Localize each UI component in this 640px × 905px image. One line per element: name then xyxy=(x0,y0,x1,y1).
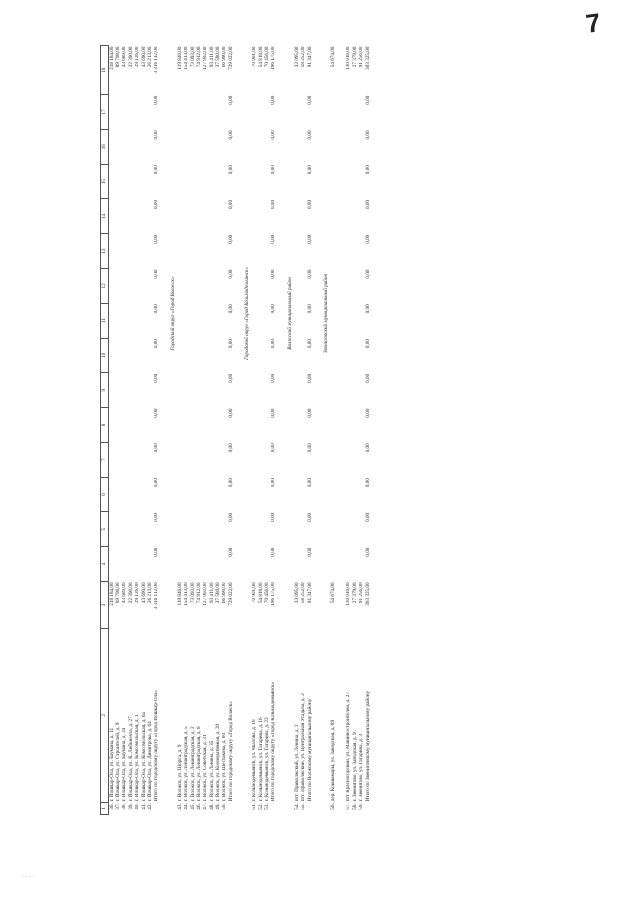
amount-cell: 89 708,00 xyxy=(115,582,121,604)
row-number: 58. xyxy=(352,803,358,810)
address-cell: г. Волжск, ул. Советская, д. 31 xyxy=(202,734,209,802)
amount-cell: 729 022,00 xyxy=(228,582,234,606)
total-amount-cell: 93 411,00 xyxy=(209,46,215,68)
zero-cell: 0,00 xyxy=(153,165,160,175)
budget-table xyxy=(100,45,371,815)
amount-cell: 27 379,00 xyxy=(352,582,358,604)
empty-cell xyxy=(169,628,177,802)
column-header: 17 xyxy=(101,95,109,130)
zero-cell xyxy=(109,547,116,582)
column-header: 14 xyxy=(101,199,109,234)
amount-cell: 54 674,00 xyxy=(330,582,336,604)
zero-cell: 0,00 xyxy=(228,408,234,418)
address-cell: г. Волжск, ул. Шорса, д. 9 xyxy=(177,744,183,802)
zero-cell: 0,00 xyxy=(306,234,313,244)
amount-cell: 26 213,00 xyxy=(147,582,153,604)
row-number: 49. xyxy=(215,803,222,810)
row-number: 46. xyxy=(196,803,202,810)
amount-cell: 218 184,00 xyxy=(108,582,115,606)
zero-cell xyxy=(109,164,116,199)
zero-cell: 0,00 xyxy=(228,199,234,210)
zero-cell: 0,00 xyxy=(306,199,313,210)
amount-cell: 154 413,00 xyxy=(183,582,190,606)
zero-cell xyxy=(109,234,116,269)
zero-cell: 0,00 xyxy=(153,130,160,140)
amount-cell: 303 325,00 xyxy=(364,582,371,606)
total-amount-cell: 127 902,00 xyxy=(202,46,209,70)
amount-cell: 54 818,00 xyxy=(258,582,264,604)
rotated-table-container xyxy=(100,45,540,815)
zero-cell: 0,00 xyxy=(364,95,371,105)
amount-cell: 130 016,00 xyxy=(345,582,352,606)
section-heading: Городской округ «Город Волжск» xyxy=(169,276,176,351)
zero-cell xyxy=(109,338,116,373)
address-cell: г. Волжск, ул. Ленинградская, д. 2 xyxy=(189,726,196,802)
address-cell: г. Волжск, ул. Ленина, д. 35 xyxy=(209,740,215,802)
address-cell: Итого по городскому округу «Город Волжск» xyxy=(228,701,234,802)
amount-cell: 43 690,00 xyxy=(140,582,147,604)
total-amount-cell: 303 325,00 xyxy=(364,46,371,70)
column-header: 15 xyxy=(101,164,109,199)
zero-cell: 0,00 xyxy=(228,339,234,349)
zero-cell: 0,00 xyxy=(306,269,313,279)
zero-cell: 0,00 xyxy=(364,408,371,418)
zero-cell: 0,00 xyxy=(153,304,160,314)
total-amount-cell: 3 316 112,00 xyxy=(153,46,160,74)
address-cell: пгт Красногорский, ул. Машиностроителей, д. 27 xyxy=(345,692,352,802)
zero-cell xyxy=(109,268,116,303)
zero-cell: 0,00 xyxy=(153,269,160,279)
zero-cell: 0,00 xyxy=(228,443,234,453)
zero-cell: 0,00 xyxy=(306,373,313,383)
address-cell: г. Козьмодемьянск, ул. Гагарина, д. 23 xyxy=(264,717,271,802)
row-number: 47. xyxy=(202,803,209,810)
zero-cell: 0,00 xyxy=(364,373,371,383)
spacer-cell xyxy=(313,46,322,815)
total-amount-cell: 119 846,00 xyxy=(177,46,183,70)
zero-cell: 0,00 xyxy=(270,199,277,210)
total-amount-cell: 58 252,00 xyxy=(300,46,307,68)
zero-cell: 0,00 xyxy=(270,269,277,279)
zero-cell: 0,00 xyxy=(364,304,371,314)
address-cell: пгт. Приволжский, ул. Центральная Усадьба, д. 2 xyxy=(300,693,307,802)
zero-cell: 0,00 xyxy=(364,339,371,349)
address-cell: г. Козьмодемьянск, ул. Чкалова, д. 18 xyxy=(251,719,258,802)
page-number: 7 xyxy=(583,7,602,39)
spacer-cell xyxy=(235,46,244,815)
spacer-cell xyxy=(160,46,169,815)
total-amount-cell: 37 580,00 xyxy=(215,46,222,68)
zero-cell: 0,00 xyxy=(364,547,371,557)
zero-cell: 0,00 xyxy=(153,443,160,453)
amount-cell: 37 580,00 xyxy=(215,582,222,604)
section-heading-row xyxy=(286,46,294,815)
zero-cell: 0,00 xyxy=(306,130,313,140)
zero-cell: 0,00 xyxy=(270,234,277,244)
zero-cell: 0,00 xyxy=(270,339,277,349)
address-cell: г. Звенигово, ул. Гагарина, д. 3 xyxy=(358,734,365,802)
row-number: 44. xyxy=(183,803,190,810)
zero-cell xyxy=(109,303,116,338)
table-header xyxy=(101,46,109,815)
empty-cell xyxy=(322,628,330,802)
address-cell: г. Йошкар-Ола, ул. Баумана, д. 11 xyxy=(108,727,115,802)
row-number: 38. xyxy=(121,803,128,810)
column-header: 16 xyxy=(101,129,109,164)
spacer-row xyxy=(235,46,244,815)
column-header: 9 xyxy=(101,373,109,408)
row-number: 52. xyxy=(258,803,264,810)
total-amount-cell: 22 390,00 xyxy=(128,46,134,68)
empty-cell xyxy=(244,581,252,628)
address-cell: г. Йошкар-Ола, ул. Строителей, д. 9 xyxy=(115,722,121,802)
zero-cell: 0,00 xyxy=(153,339,160,349)
spacer-row xyxy=(277,46,286,815)
empty-cell xyxy=(169,802,177,814)
total-amount-cell: 196 175,00 xyxy=(270,46,277,70)
row-number: 53. xyxy=(264,803,271,810)
zero-cell: 0,00 xyxy=(270,547,277,557)
empty-cell xyxy=(286,628,294,802)
zero-cell: 0,00 xyxy=(306,512,313,522)
spacer-cell xyxy=(337,46,346,815)
address-cell: Итого по городскому округу «Город Козьмодемьянск» xyxy=(270,681,277,802)
zero-cell xyxy=(109,512,116,547)
address-cell: г. Йошкар-Ола, ул. Комсомольская, д. 1 xyxy=(134,714,141,802)
zero-cell: 0,00 xyxy=(270,95,277,105)
zero-cell: 0,00 xyxy=(270,165,277,175)
row-number: 40. xyxy=(134,803,141,810)
amount-cell: 93 411,00 xyxy=(209,582,215,603)
total-amount-cell: 91 256,00 xyxy=(358,46,365,68)
address-cell: пгт. Приволжский, ул. Ленина, д. 2 xyxy=(294,724,300,802)
table-body xyxy=(109,46,372,815)
zero-cell: 0,00 xyxy=(364,234,371,244)
zero-cell: 0,00 xyxy=(228,234,234,244)
column-header: 3 xyxy=(101,581,109,628)
column-header: 10 xyxy=(101,338,109,373)
address-cell: Итого по Волжскому муниципальному району xyxy=(306,698,313,802)
total-amount-cell: 54 818,00 xyxy=(258,46,264,68)
zero-cell xyxy=(109,129,116,164)
zero-cell: 0,00 xyxy=(306,547,313,557)
zero-cell: 0,00 xyxy=(364,130,371,140)
zero-cell: 0,00 xyxy=(153,234,160,244)
spacer-cell xyxy=(277,46,286,815)
zero-cell: 0,00 xyxy=(228,304,234,314)
address-cell: г. Волжск, ул. Ленинградская, д. 5 xyxy=(183,726,190,802)
zero-cell: 0,00 xyxy=(364,165,371,175)
row-number: 37. xyxy=(115,803,121,810)
zero-cell: 0,00 xyxy=(306,478,313,488)
total-amount-cell: 89 708,00 xyxy=(115,46,121,68)
row-number: 48. xyxy=(209,803,215,810)
address-cell: г. Йошкар-Ола, ул. Комсомольская, д. 6а xyxy=(140,712,147,802)
row-number: 57. xyxy=(345,803,352,810)
zero-cell: 0,00 xyxy=(228,269,234,279)
column-header: 2 xyxy=(101,628,109,802)
column-header: 13 xyxy=(101,234,109,269)
zero-cell: 0,00 xyxy=(228,130,234,140)
column-header: 1 xyxy=(101,802,109,814)
column-header: 5 xyxy=(101,512,109,547)
zero-cell: 0,00 xyxy=(153,408,160,418)
zero-cell: 0,00 xyxy=(306,165,313,175)
section-heading: Волжский муниципальный район xyxy=(286,277,293,350)
zero-cell xyxy=(109,442,116,477)
row-number: 51. xyxy=(251,803,258,810)
row-number: 42. xyxy=(147,803,153,810)
address-cell: г. Волжск, ул. Шестакова, д. 80 xyxy=(221,732,228,802)
column-header: 4 xyxy=(101,547,109,582)
address-cell: г. Йошкар-Ола, ул. К. Либкнехта, д. 27 xyxy=(128,716,134,802)
zero-cell: 0,00 xyxy=(153,478,160,488)
address-cell: г. Йошкар-Ола, ул. Баумана, д. 24 xyxy=(121,727,128,802)
zero-cell: 0,00 xyxy=(270,304,277,314)
row-number: 36. xyxy=(108,803,115,810)
empty-cell xyxy=(244,628,252,802)
zero-cell: 0,00 xyxy=(153,95,160,105)
empty-cell xyxy=(169,581,177,628)
total-amount-cell: 154 413,00 xyxy=(183,46,190,70)
empty-cell xyxy=(286,581,294,628)
zero-cell xyxy=(109,408,116,443)
column-header: 7 xyxy=(101,442,109,477)
zero-cell: 0,00 xyxy=(228,512,234,522)
column-header: 11 xyxy=(101,303,109,338)
row-number: 54. xyxy=(294,803,300,810)
zero-cell: 0,00 xyxy=(306,443,313,453)
amount-cell: 58 252,00 xyxy=(300,582,307,604)
zero-cell: 0,00 xyxy=(228,373,234,383)
total-amount-cell: 29 126,00 xyxy=(134,46,141,68)
amount-cell: 119 846,00 xyxy=(177,582,183,606)
section-heading-row xyxy=(244,46,252,815)
row-number: 43. xyxy=(177,803,183,810)
zero-cell: 0,00 xyxy=(270,478,277,488)
zero-cell: 0,00 xyxy=(364,443,371,453)
total-amount-cell: 70 901,00 xyxy=(251,46,258,68)
section-heading: Звениговский муниципальный район xyxy=(322,273,329,353)
zero-cell: 0,00 xyxy=(153,373,160,383)
table-row xyxy=(109,46,116,815)
zero-cell: 0,00 xyxy=(364,512,371,522)
total-amount-cell: 43 689,00 xyxy=(121,46,128,68)
spacer-row xyxy=(313,46,322,815)
empty-cell xyxy=(244,802,252,814)
zero-cell: 0,00 xyxy=(364,199,371,210)
total-amount-cell: 70 456,00 xyxy=(264,46,271,68)
zero-cell: 0,00 xyxy=(270,408,277,418)
total-amount-cell: 66 990,00 xyxy=(221,46,228,68)
address-cell: г. Волжск, ул. Ленинградская, д. 8 xyxy=(196,726,202,802)
zero-cell: 0,00 xyxy=(306,95,313,105)
zero-cell: 0,00 xyxy=(270,443,277,453)
row-number: 50. xyxy=(221,803,228,810)
total-amount-cell: 54 674,00 xyxy=(330,46,336,68)
total-amount-cell: 33 095,00 xyxy=(294,46,300,68)
spacer-row xyxy=(337,46,346,815)
amount-cell: 22 390,00 xyxy=(128,582,134,604)
amount-cell: 74 912,00 xyxy=(196,582,202,604)
column-header: 18 xyxy=(101,46,109,95)
zero-cell: 0,00 xyxy=(153,547,160,557)
section-heading-row xyxy=(169,46,177,815)
row-number: 59. xyxy=(358,803,365,810)
address-cell: дер. Кокшамары, ул. Заводская, д. 89 xyxy=(330,719,336,802)
total-amount-cell: 27 379,00 xyxy=(352,46,358,68)
amount-cell: 91 256,00 xyxy=(358,582,365,604)
row-number xyxy=(365,802,371,814)
zero-cell: 0,00 xyxy=(306,408,313,418)
zero-cell: 0,00 xyxy=(270,512,277,522)
total-amount-cell: 26 213,00 xyxy=(147,46,153,68)
amount-cell: 73 093,00 xyxy=(189,582,196,604)
zero-cell xyxy=(109,373,116,408)
empty-cell xyxy=(286,802,294,814)
address-cell: Итого по городскому округу «Город Йошкар-Ола» xyxy=(153,690,160,802)
total-amount-cell: 74 912,00 xyxy=(196,46,202,68)
address-cell: Итого по Звениговскому муниципальному району xyxy=(364,690,371,802)
section-heading-row xyxy=(322,46,330,815)
subtotal-row xyxy=(365,46,371,815)
amount-cell: 127 902,00 xyxy=(202,582,209,606)
amount-cell: 66 990,00 xyxy=(221,582,228,604)
section-heading: Городской округ «Город Козьмодемьянск» xyxy=(244,266,251,360)
total-amount-cell: 729 022,00 xyxy=(228,46,234,70)
amount-cell: 196 175,00 xyxy=(270,582,277,606)
zero-cell: 0,00 xyxy=(153,512,160,522)
zero-cell: 0,00 xyxy=(228,165,234,175)
spacer-row xyxy=(160,46,169,815)
zero-cell: 0,00 xyxy=(270,130,277,140)
row-number: 45. xyxy=(189,803,196,810)
total-amount-cell: 218 184,00 xyxy=(108,46,115,70)
address-cell: г. Звенигово, ул. Заводская, д. 9 xyxy=(352,732,358,802)
zero-cell xyxy=(109,477,116,512)
total-amount-cell: 130 016,00 xyxy=(345,46,352,70)
column-header: 8 xyxy=(101,408,109,443)
zero-cell: 0,00 xyxy=(364,269,371,279)
scan-artifact: · · · · xyxy=(22,874,35,880)
address-cell: г. Йошкар-Ола, ул. Димитрова, д. 64 xyxy=(147,721,153,802)
amount-cell: 3 316 112,00 xyxy=(153,582,160,610)
amount-cell: 91 347,00 xyxy=(306,582,313,604)
zero-cell: 0,00 xyxy=(228,478,234,488)
total-amount-cell: 91 347,00 xyxy=(306,46,313,68)
total-amount-cell: 43 690,00 xyxy=(140,46,147,68)
column-header: 6 xyxy=(101,477,109,512)
zero-cell: 0,00 xyxy=(364,478,371,488)
amount-cell: 43 689,00 xyxy=(121,582,128,604)
total-amount-cell: 73 093,00 xyxy=(189,46,196,68)
zero-cell: 0,00 xyxy=(306,304,313,314)
column-header: 12 xyxy=(101,268,109,303)
empty-cell xyxy=(322,581,330,628)
zero-cell: 0,00 xyxy=(306,339,313,349)
row-number: 55. xyxy=(300,803,307,810)
zero-cell xyxy=(109,199,116,234)
address-cell: г. Козьмодемьянск, ул. Гагарина, д. 16 xyxy=(258,717,264,802)
amount-cell: 70 456,00 xyxy=(264,582,271,604)
row-number: 56. xyxy=(330,803,336,810)
empty-cell xyxy=(322,802,330,814)
row-number: 39. xyxy=(128,803,134,810)
zero-cell: 0,00 xyxy=(228,547,234,557)
zero-cell: 0,00 xyxy=(153,199,160,210)
row-number: 41. xyxy=(140,803,147,810)
amount-cell: 33 095,00 xyxy=(294,582,300,604)
amount-cell: 70 901,00 xyxy=(251,582,258,604)
zero-cell xyxy=(109,95,116,130)
zero-cell: 0,00 xyxy=(270,373,277,383)
address-cell: г. Волжск, ул. Кооперативная, д. 20 xyxy=(215,723,222,802)
amount-cell: 29 126,00 xyxy=(134,582,141,604)
zero-cell: 0,00 xyxy=(228,95,234,105)
